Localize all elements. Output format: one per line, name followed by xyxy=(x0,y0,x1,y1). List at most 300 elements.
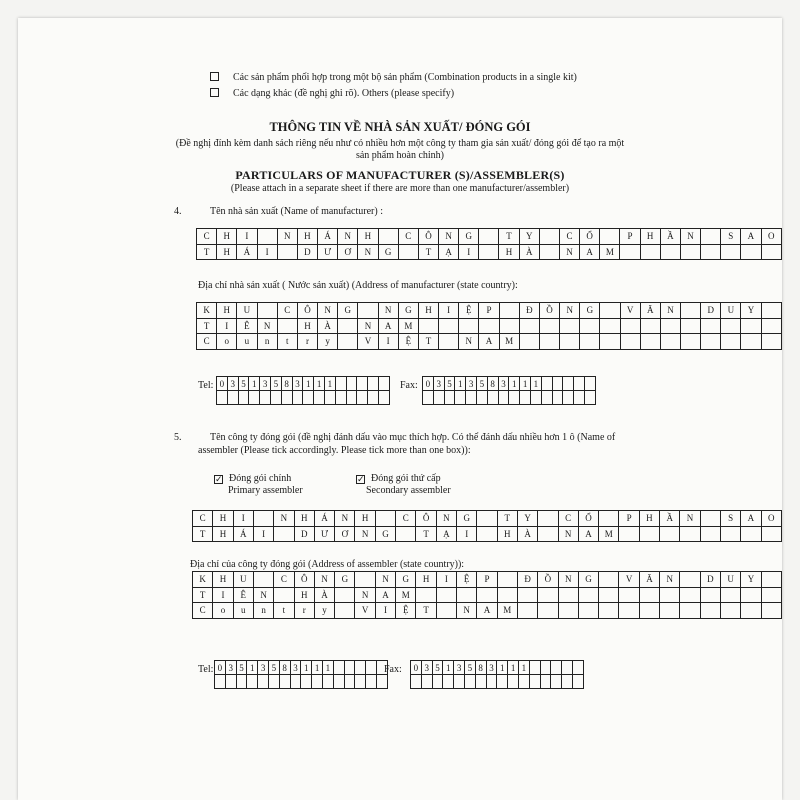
letter-cell[interactable]: N xyxy=(439,229,459,245)
letter-cell[interactable] xyxy=(580,318,600,334)
letter-cell[interactable] xyxy=(599,572,619,588)
digit-cell-blank[interactable] xyxy=(268,675,279,689)
letter-cell[interactable] xyxy=(558,603,578,619)
letter-cell[interactable] xyxy=(600,334,620,350)
letter-cell[interactable] xyxy=(459,318,479,334)
letter-cell[interactable]: C xyxy=(197,334,217,350)
letter-cell[interactable]: N xyxy=(660,572,680,588)
digit-cell-blank[interactable] xyxy=(346,391,357,405)
digit-cell[interactable]: 3 xyxy=(292,377,303,391)
letter-cell[interactable] xyxy=(477,587,497,603)
letter-cell[interactable]: Ă xyxy=(639,572,659,588)
letter-cell[interactable]: Ổ xyxy=(578,511,598,527)
letter-cell[interactable] xyxy=(639,526,659,542)
manufacturer-address-grid[interactable] xyxy=(196,302,782,350)
letter-cell[interactable] xyxy=(599,511,619,527)
letter-cell[interactable]: T xyxy=(499,229,519,245)
letter-cell[interactable] xyxy=(338,318,358,334)
letter-cell[interactable] xyxy=(681,303,701,319)
digit-cell[interactable]: 8 xyxy=(279,661,290,675)
letter-cell[interactable] xyxy=(257,303,277,319)
digit-cell-blank[interactable] xyxy=(303,391,314,405)
digit-cell[interactable]: 3 xyxy=(260,377,271,391)
digit-cell[interactable] xyxy=(563,377,574,391)
letter-cell[interactable]: N xyxy=(558,572,578,588)
letter-cell[interactable]: H xyxy=(497,526,517,542)
letter-cell[interactable] xyxy=(457,587,477,603)
digit-cell-blank[interactable] xyxy=(355,675,366,689)
letter-cell[interactable]: Y xyxy=(741,303,761,319)
digit-cell[interactable]: 5 xyxy=(268,661,279,675)
digit-cell[interactable] xyxy=(574,377,585,391)
digit-cell-blank[interactable] xyxy=(574,391,585,405)
digit-cell-blank[interactable] xyxy=(366,675,377,689)
letter-cell[interactable] xyxy=(600,303,620,319)
letter-cell[interactable]: u xyxy=(237,334,257,350)
letter-cell[interactable] xyxy=(620,318,640,334)
digit-cell-blank[interactable] xyxy=(281,391,292,405)
digit-cell-blank[interactable] xyxy=(455,391,466,405)
digit-cell-blank[interactable] xyxy=(433,391,444,405)
letter-cell[interactable] xyxy=(660,334,680,350)
digit-cell-blank[interactable] xyxy=(324,391,335,405)
digit-cell-blank[interactable] xyxy=(312,675,323,689)
letter-cell[interactable] xyxy=(761,572,781,588)
digit-cell[interactable]: 1 xyxy=(509,377,520,391)
letter-cell[interactable]: Á xyxy=(237,244,257,260)
letter-cell[interactable] xyxy=(539,244,559,260)
letter-cell[interactable]: I xyxy=(439,303,459,319)
letter-cell[interactable]: N xyxy=(378,303,398,319)
letter-cell[interactable]: Ầ xyxy=(660,229,680,245)
letter-cell[interactable] xyxy=(558,587,578,603)
digit-cell-blank[interactable] xyxy=(487,391,498,405)
assembler-tel-grid[interactable] xyxy=(214,660,388,689)
letter-cell[interactable] xyxy=(619,587,639,603)
checkbox-secondary[interactable] xyxy=(356,475,365,484)
digit-cell[interactable] xyxy=(541,377,552,391)
letter-cell[interactable]: Ầ xyxy=(660,511,680,527)
letter-cell[interactable] xyxy=(701,244,721,260)
digit-cell-blank[interactable] xyxy=(520,391,531,405)
digit-cell-blank[interactable] xyxy=(486,675,497,689)
letter-cell[interactable]: C xyxy=(558,511,578,527)
letter-cell[interactable] xyxy=(639,587,659,603)
letter-cell[interactable] xyxy=(720,526,740,542)
letter-cell[interactable]: P xyxy=(620,229,640,245)
letter-cell[interactable]: H xyxy=(499,244,519,260)
digit-cell[interactable] xyxy=(366,661,377,675)
letter-cell[interactable]: C xyxy=(277,303,297,319)
letter-cell[interactable] xyxy=(660,526,680,542)
digit-cell[interactable] xyxy=(552,377,563,391)
letter-cell[interactable]: H xyxy=(213,526,233,542)
letter-cell[interactable] xyxy=(538,587,558,603)
letter-cell[interactable]: Ô xyxy=(418,229,438,245)
letter-cell[interactable]: H xyxy=(297,318,317,334)
letter-cell[interactable] xyxy=(439,334,459,350)
letter-cell[interactable]: I xyxy=(457,526,477,542)
letter-cell[interactable] xyxy=(539,318,559,334)
letter-cell[interactable] xyxy=(436,603,456,619)
digit-cell[interactable] xyxy=(355,661,366,675)
digit-cell-blank[interactable] xyxy=(421,675,432,689)
letter-cell[interactable] xyxy=(519,318,539,334)
letter-cell[interactable] xyxy=(701,334,721,350)
letter-cell[interactable]: r xyxy=(294,603,314,619)
letter-cell[interactable]: C xyxy=(193,511,213,527)
digit-cell[interactable]: 3 xyxy=(466,377,477,391)
digit-cell[interactable]: 1 xyxy=(249,377,260,391)
letter-cell[interactable] xyxy=(761,318,781,334)
letter-cell[interactable] xyxy=(517,603,537,619)
digit-cell-blank[interactable] xyxy=(376,675,387,689)
letter-cell[interactable] xyxy=(253,511,273,527)
letter-cell[interactable]: Ô xyxy=(416,511,436,527)
letter-cell[interactable]: N xyxy=(459,334,479,350)
letter-cell[interactable]: Ô xyxy=(294,572,314,588)
letter-cell[interactable]: N xyxy=(558,526,578,542)
letter-cell[interactable] xyxy=(439,318,459,334)
digit-cell[interactable]: 3 xyxy=(290,661,301,675)
letter-cell[interactable] xyxy=(277,318,297,334)
letter-cell[interactable] xyxy=(761,334,781,350)
digit-cell[interactable] xyxy=(335,377,346,391)
letter-cell[interactable]: Ô xyxy=(297,303,317,319)
letter-cell[interactable] xyxy=(700,526,720,542)
letter-cell[interactable] xyxy=(257,229,277,245)
letter-cell[interactable]: Ơ xyxy=(335,526,355,542)
digit-cell-blank[interactable] xyxy=(301,675,312,689)
letter-cell[interactable]: C xyxy=(398,229,418,245)
digit-cell[interactable]: 3 xyxy=(227,377,238,391)
letter-cell[interactable] xyxy=(619,526,639,542)
letter-cell[interactable] xyxy=(620,334,640,350)
letter-cell[interactable]: n xyxy=(257,334,277,350)
letter-cell[interactable]: N xyxy=(559,244,579,260)
letter-cell[interactable]: N xyxy=(338,229,358,245)
letter-cell[interactable]: V xyxy=(358,334,378,350)
digit-cell[interactable] xyxy=(572,661,583,675)
digit-cell-blank[interactable] xyxy=(563,391,574,405)
letter-cell[interactable]: t xyxy=(274,603,294,619)
letter-cell[interactable] xyxy=(599,603,619,619)
letter-cell[interactable]: P xyxy=(619,511,639,527)
letter-cell[interactable]: À xyxy=(517,526,537,542)
digit-cell-blank[interactable] xyxy=(314,391,325,405)
manufacturer-tel-grid[interactable] xyxy=(216,376,390,405)
letter-cell[interactable]: N xyxy=(680,229,700,245)
letter-cell[interactable]: Ê xyxy=(233,587,253,603)
digit-cell[interactable] xyxy=(529,661,540,675)
letter-cell[interactable] xyxy=(700,587,720,603)
digit-cell-blank[interactable] xyxy=(454,675,465,689)
letter-cell[interactable]: U xyxy=(721,303,741,319)
letter-cell[interactable]: V xyxy=(619,572,639,588)
letter-cell[interactable]: H xyxy=(294,511,314,527)
letter-cell[interactable] xyxy=(721,334,741,350)
letter-cell[interactable] xyxy=(720,603,740,619)
letter-cell[interactable]: Ệ xyxy=(396,603,416,619)
digit-cell-blank[interactable] xyxy=(238,391,249,405)
digit-cell[interactable]: 5 xyxy=(464,661,475,675)
letter-cell[interactable] xyxy=(660,318,680,334)
letter-cell[interactable] xyxy=(253,572,273,588)
digit-cell[interactable]: 8 xyxy=(487,377,498,391)
digit-cell-blank[interactable] xyxy=(497,675,508,689)
digit-cell-blank[interactable] xyxy=(247,675,258,689)
digit-cell-blank[interactable] xyxy=(258,675,269,689)
digit-cell-blank[interactable] xyxy=(552,391,563,405)
digit-cell[interactable]: 1 xyxy=(508,661,519,675)
letter-cell[interactable] xyxy=(640,318,660,334)
digit-cell[interactable]: 1 xyxy=(518,661,529,675)
digit-cell[interactable]: 1 xyxy=(455,377,466,391)
digit-cell[interactable] xyxy=(540,661,551,675)
letter-cell[interactable]: Y xyxy=(741,572,761,588)
letter-cell[interactable]: D xyxy=(297,244,317,260)
letter-cell[interactable]: N xyxy=(436,511,456,527)
letter-cell[interactable]: H xyxy=(416,572,436,588)
letter-cell[interactable] xyxy=(479,229,499,245)
letter-cell[interactable]: n xyxy=(253,603,273,619)
letter-cell[interactable]: Đ xyxy=(517,572,537,588)
letter-cell[interactable]: N xyxy=(457,603,477,619)
letter-cell[interactable] xyxy=(761,526,781,542)
letter-cell[interactable]: G xyxy=(375,526,395,542)
letter-cell[interactable] xyxy=(538,511,558,527)
letter-cell[interactable]: C xyxy=(197,229,217,245)
digit-cell-blank[interactable] xyxy=(322,675,333,689)
letter-cell[interactable]: T xyxy=(416,603,436,619)
letter-cell[interactable] xyxy=(721,318,741,334)
checkbox-others[interactable] xyxy=(210,88,219,97)
manufacturer-name-grid[interactable] xyxy=(196,228,782,260)
digit-cell[interactable]: 8 xyxy=(475,661,486,675)
digit-cell-blank[interactable] xyxy=(529,675,540,689)
letter-cell[interactable]: H xyxy=(418,303,438,319)
digit-cell[interactable] xyxy=(368,377,379,391)
digit-cell-blank[interactable] xyxy=(260,391,271,405)
digit-cell-blank[interactable] xyxy=(508,675,519,689)
digit-cell[interactable]: 1 xyxy=(322,661,333,675)
letter-cell[interactable]: I xyxy=(233,511,253,527)
digit-cell-blank[interactable] xyxy=(584,391,595,405)
digit-cell-blank[interactable] xyxy=(249,391,260,405)
digit-cell[interactable]: 5 xyxy=(238,377,249,391)
letter-cell[interactable] xyxy=(335,587,355,603)
letter-cell[interactable] xyxy=(499,303,519,319)
letter-cell[interactable]: A xyxy=(741,511,761,527)
digit-cell-blank[interactable] xyxy=(290,675,301,689)
letter-cell[interactable] xyxy=(681,334,701,350)
letter-cell[interactable]: Ư xyxy=(317,244,337,260)
digit-cell[interactable] xyxy=(562,661,573,675)
letter-cell[interactable] xyxy=(539,334,559,350)
letter-cell[interactable]: S xyxy=(721,229,741,245)
letter-cell[interactable] xyxy=(479,244,499,260)
letter-cell[interactable]: Ồ xyxy=(539,303,559,319)
digit-cell[interactable] xyxy=(344,661,355,675)
digit-cell[interactable] xyxy=(584,377,595,391)
letter-cell[interactable] xyxy=(741,244,761,260)
letter-cell[interactable]: V xyxy=(355,603,375,619)
letter-cell[interactable]: N xyxy=(257,318,277,334)
checkbox-primary[interactable] xyxy=(214,475,223,484)
letter-cell[interactable] xyxy=(519,334,539,350)
letter-cell[interactable]: N xyxy=(318,303,338,319)
letter-cell[interactable] xyxy=(560,334,580,350)
digit-cell-blank[interactable] xyxy=(540,675,551,689)
letter-cell[interactable]: Ư xyxy=(314,526,334,542)
letter-cell[interactable]: C xyxy=(274,572,294,588)
letter-cell[interactable]: V xyxy=(620,303,640,319)
letter-cell[interactable]: M xyxy=(599,526,619,542)
digit-cell-blank[interactable] xyxy=(498,391,509,405)
letter-cell[interactable]: H xyxy=(213,511,233,527)
letter-cell[interactable] xyxy=(560,318,580,334)
letter-cell[interactable]: I xyxy=(436,572,456,588)
letter-cell[interactable] xyxy=(640,334,660,350)
assembler-fax-grid[interactable] xyxy=(410,660,584,689)
letter-cell[interactable]: I xyxy=(217,318,237,334)
letter-cell[interactable]: r xyxy=(297,334,317,350)
digit-cell-blank[interactable] xyxy=(292,391,303,405)
letter-cell[interactable] xyxy=(720,587,740,603)
letter-cell[interactable]: N xyxy=(358,318,378,334)
digit-cell[interactable]: 1 xyxy=(312,661,323,675)
letter-cell[interactable] xyxy=(639,603,659,619)
letter-cell[interactable]: y xyxy=(314,603,334,619)
letter-cell[interactable] xyxy=(680,526,700,542)
letter-cell[interactable]: C xyxy=(559,229,579,245)
manufacturer-fax-grid[interactable] xyxy=(422,376,596,405)
digit-cell[interactable]: 1 xyxy=(497,661,508,675)
letter-cell[interactable]: H xyxy=(213,572,233,588)
letter-cell[interactable] xyxy=(398,244,418,260)
letter-cell[interactable]: N xyxy=(660,303,680,319)
assembler-address-grid[interactable] xyxy=(192,571,782,619)
digit-cell-blank[interactable] xyxy=(551,675,562,689)
digit-cell-blank[interactable] xyxy=(464,675,475,689)
letter-cell[interactable] xyxy=(700,511,720,527)
digit-cell-blank[interactable] xyxy=(423,391,434,405)
digit-cell[interactable]: 1 xyxy=(530,377,541,391)
letter-cell[interactable] xyxy=(274,587,294,603)
letter-cell[interactable]: G xyxy=(396,572,416,588)
digit-cell-blank[interactable] xyxy=(357,391,368,405)
letter-cell[interactable]: H xyxy=(217,229,237,245)
letter-cell[interactable] xyxy=(680,603,700,619)
digit-cell-blank[interactable] xyxy=(541,391,552,405)
letter-cell[interactable]: Y xyxy=(517,511,537,527)
letter-cell[interactable]: o xyxy=(217,334,237,350)
letter-cell[interactable] xyxy=(721,244,741,260)
letter-cell[interactable]: A xyxy=(375,587,395,603)
letter-cell[interactable] xyxy=(497,572,517,588)
digit-cell[interactable]: 8 xyxy=(281,377,292,391)
digit-cell[interactable]: 5 xyxy=(476,377,487,391)
digit-cell-blank[interactable] xyxy=(227,391,238,405)
letter-cell[interactable] xyxy=(761,244,782,260)
letter-cell[interactable]: Ệ xyxy=(398,334,418,350)
letter-cell[interactable]: A xyxy=(479,334,499,350)
letter-cell[interactable]: S xyxy=(720,511,740,527)
digit-cell[interactable]: 5 xyxy=(444,377,455,391)
letter-cell[interactable] xyxy=(396,526,416,542)
digit-cell[interactable]: 1 xyxy=(301,661,312,675)
letter-cell[interactable]: T xyxy=(197,244,217,260)
letter-cell[interactable]: K xyxy=(193,572,213,588)
letter-cell[interactable]: G xyxy=(578,572,598,588)
letter-cell[interactable] xyxy=(599,587,619,603)
letter-cell[interactable] xyxy=(538,603,558,619)
letter-cell[interactable]: H xyxy=(640,229,660,245)
letter-cell[interactable] xyxy=(701,229,721,245)
letter-cell[interactable] xyxy=(274,526,294,542)
checkbox-combination[interactable] xyxy=(210,72,219,81)
letter-cell[interactable]: U xyxy=(233,572,253,588)
letter-cell[interactable]: Ơ xyxy=(338,244,358,260)
digit-cell[interactable] xyxy=(551,661,562,675)
letter-cell[interactable]: Ạ xyxy=(436,526,456,542)
letter-cell[interactable]: N xyxy=(274,511,294,527)
letter-cell[interactable]: A xyxy=(378,318,398,334)
letter-cell[interactable] xyxy=(620,244,640,260)
digit-cell-blank[interactable] xyxy=(335,391,346,405)
digit-cell-blank[interactable] xyxy=(562,675,573,689)
letter-cell[interactable]: M xyxy=(396,587,416,603)
letter-cell[interactable] xyxy=(640,244,660,260)
letter-cell[interactable]: G xyxy=(338,303,358,319)
digit-cell[interactable] xyxy=(346,377,357,391)
letter-cell[interactable]: M xyxy=(497,603,517,619)
digit-cell[interactable]: 1 xyxy=(303,377,314,391)
letter-cell[interactable]: G xyxy=(335,572,355,588)
letter-cell[interactable]: Ệ xyxy=(457,572,477,588)
letter-cell[interactable]: M xyxy=(600,244,620,260)
letter-cell[interactable]: A xyxy=(477,603,497,619)
letter-cell[interactable]: t xyxy=(277,334,297,350)
digit-cell[interactable] xyxy=(333,661,344,675)
letter-cell[interactable] xyxy=(680,244,700,260)
letter-cell[interactable] xyxy=(580,334,600,350)
letter-cell[interactable]: o xyxy=(213,603,233,619)
letter-cell[interactable]: Ổ xyxy=(580,229,600,245)
letter-cell[interactable] xyxy=(680,572,700,588)
digit-cell-blank[interactable] xyxy=(236,675,247,689)
letter-cell[interactable]: M xyxy=(398,318,418,334)
letter-cell[interactable]: H xyxy=(217,244,237,260)
digit-cell-blank[interactable] xyxy=(368,391,379,405)
digit-cell-blank[interactable] xyxy=(518,675,529,689)
letter-cell[interactable]: Ệ xyxy=(459,303,479,319)
letter-cell[interactable]: N xyxy=(560,303,580,319)
letter-cell[interactable]: K xyxy=(197,303,217,319)
letter-cell[interactable]: N xyxy=(358,244,378,260)
letter-cell[interactable]: Y xyxy=(519,229,539,245)
digit-cell-blank[interactable] xyxy=(215,675,226,689)
letter-cell[interactable]: Á xyxy=(317,229,337,245)
letter-cell[interactable]: T xyxy=(418,334,438,350)
letter-cell[interactable] xyxy=(338,334,358,350)
digit-cell[interactable]: 0 xyxy=(423,377,434,391)
letter-cell[interactable]: N xyxy=(355,526,375,542)
letter-cell[interactable]: N xyxy=(375,572,395,588)
letter-cell[interactable]: H xyxy=(355,511,375,527)
letter-cell[interactable] xyxy=(741,587,761,603)
letter-cell[interactable]: T xyxy=(197,318,217,334)
